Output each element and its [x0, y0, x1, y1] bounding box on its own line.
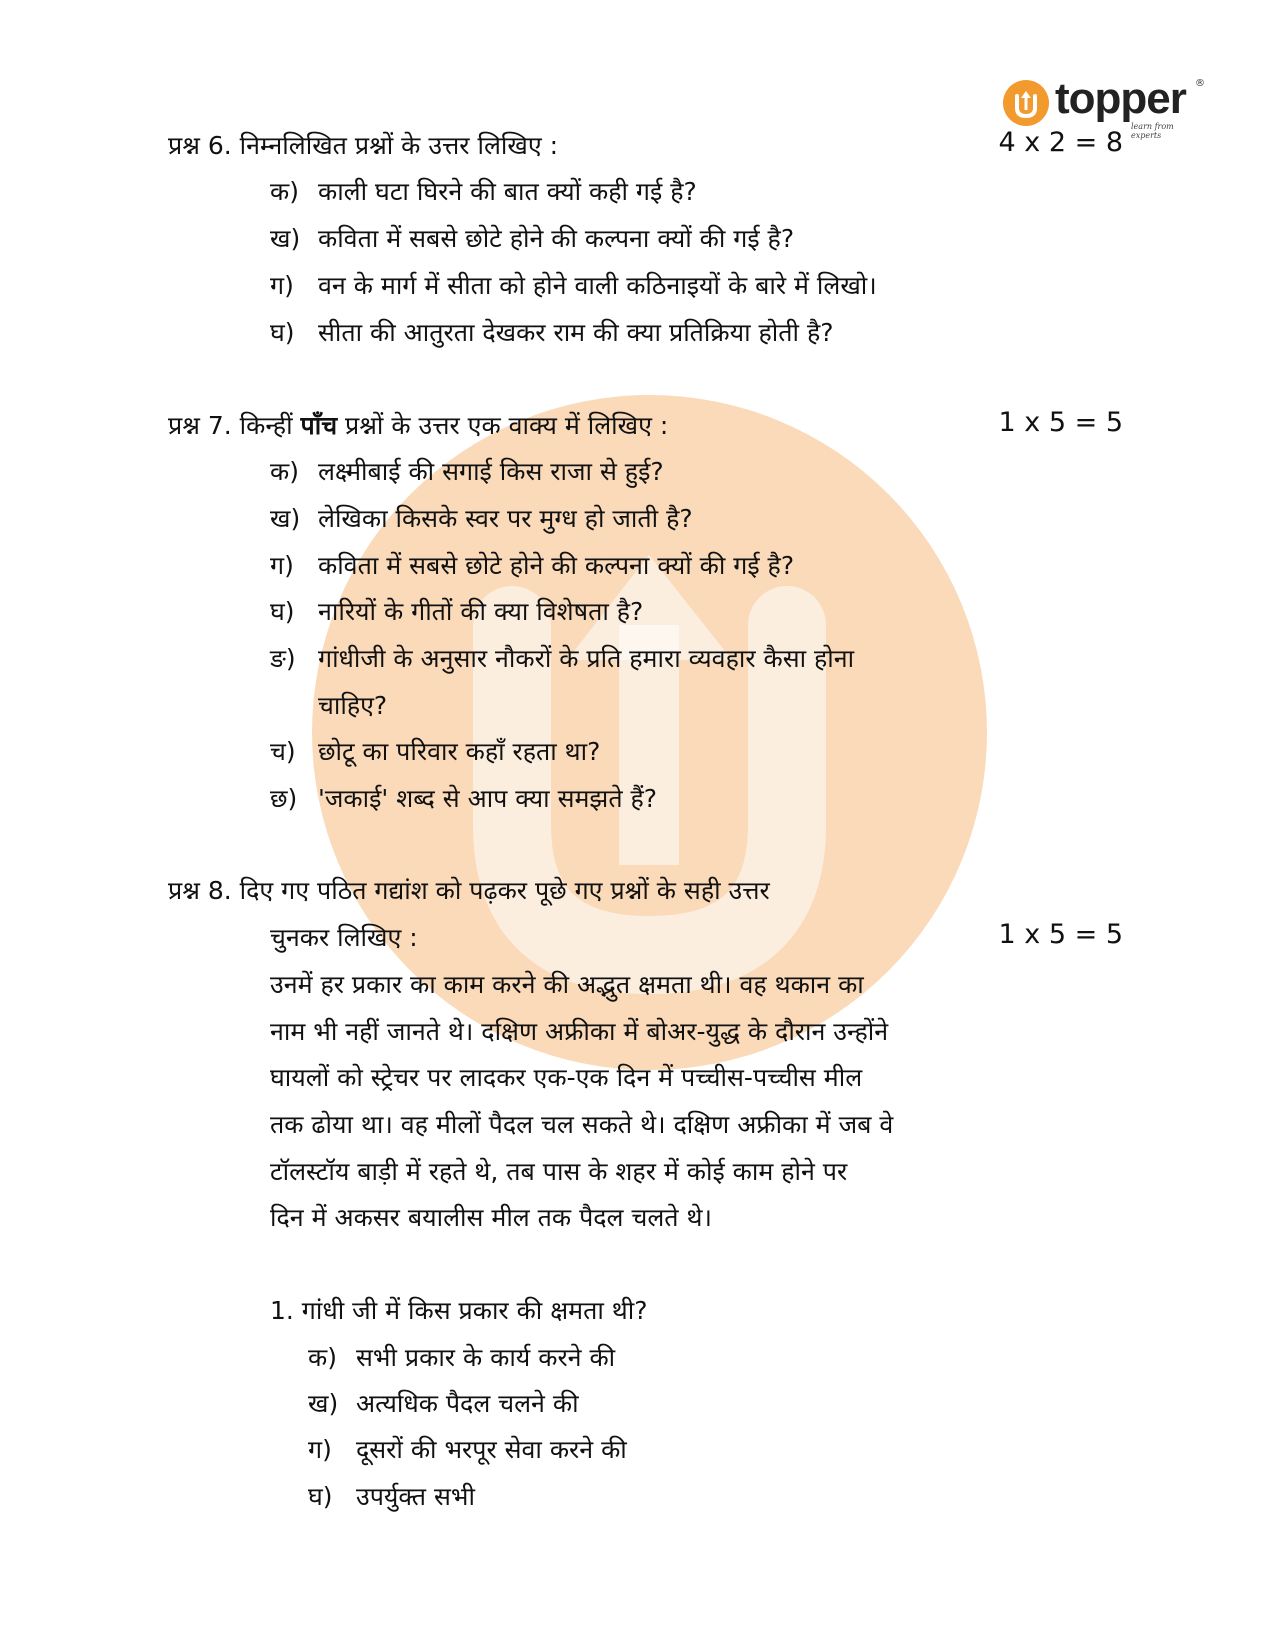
option-text: उपर्युक्त सभी	[356, 1482, 475, 1511]
q8-text-line1: दिए गए पठित गद्यांश को पढ़कर पूछे गए प्रश्नों के सही उत्तर	[239, 876, 770, 905]
topper-logo	[1003, 74, 1205, 140]
q6-marks: 4 x 2 = 8	[998, 127, 1123, 158]
registered-mark-icon: ®	[1195, 78, 1205, 89]
q7-option	[270, 781, 657, 815]
option-label: ग)	[308, 1435, 332, 1464]
option-label: क)	[308, 1343, 337, 1372]
option-text: नारियों के गीतों की क्या विशेषता है?	[318, 597, 644, 626]
logo-u-icon	[1003, 80, 1049, 126]
passage-line: उनमें हर प्रकार का काम करने की अद्भुत क्षमता थी। वह थकान का	[270, 970, 864, 999]
option-label: घ)	[270, 597, 295, 626]
q7-option	[270, 594, 643, 628]
sub-question: 1. गांधी जी में किस प्रकार की क्षमता थी?	[270, 1296, 648, 1325]
q7-option	[270, 454, 664, 488]
option-label: क)	[270, 457, 299, 486]
option-label: ख)	[270, 504, 301, 533]
option-label: ख)	[270, 224, 301, 253]
option-label: ग)	[270, 551, 294, 580]
q6-option	[270, 268, 877, 302]
q6-number: प्रश्न 6.	[168, 131, 232, 160]
q7-option	[270, 501, 693, 535]
passage-line: घायलों को स्ट्रेचर पर लादकर एक-एक दिन में पच्चीस-पच्चीस मील	[270, 1063, 863, 1092]
passage-line: तक ढोया था। वह मीलों पैदल चल सकते थे। दक्षिण अफ्रीका में जब वे	[270, 1110, 894, 1139]
logo-tagline: learn from experts	[1131, 122, 1174, 140]
option-label: क)	[270, 177, 299, 206]
option-text: लेखिका किसके स्वर पर मुग्ध हो जाती है?	[318, 504, 693, 533]
option-text: कविता में सबसे छोटे होने की कल्पना क्यों की गई है?	[318, 551, 795, 580]
q8-heading	[168, 873, 770, 907]
q7-heading	[168, 408, 668, 442]
q6-heading	[168, 128, 558, 162]
q7-option-continued	[270, 688, 387, 722]
q8-text-line2: चुनकर लिखिए :	[270, 923, 418, 952]
option-text: अत्यधिक पैदल चलने की	[356, 1389, 579, 1418]
option-label: छ)	[270, 784, 298, 813]
passage-line: नाम भी नहीं जानते थे। दक्षिण अफ्रीका में बोअर-युद्ध के दौरान उन्होंने	[270, 1017, 889, 1046]
option-text: सभी प्रकार के कार्य करने की	[356, 1343, 616, 1372]
sub-option	[308, 1432, 627, 1466]
q7-option	[270, 641, 854, 675]
sub-option	[308, 1479, 475, 1513]
logo-brand-text: topper	[1055, 74, 1186, 123]
q7-option	[270, 734, 600, 768]
option-text: लक्ष्मीबाई की सगाई किस राजा से हुई?	[318, 457, 664, 486]
q7-number: प्रश्न 7.	[168, 411, 232, 440]
q7-marks: 1 x 5 = 5	[998, 407, 1123, 438]
option-text: 'जकाई' शब्द से आप क्या समझते हैं?	[318, 784, 658, 813]
option-label: ङ)	[270, 644, 296, 673]
sub-option	[308, 1340, 615, 1374]
option-text: गांधीजी के अनुसार नौकरों के प्रति हमारा व्यवहार कैसा होना	[318, 644, 855, 673]
option-label: च)	[270, 737, 296, 766]
option-text: वन के मार्ग में सीता को होने वाली कठिनाइयों के बारे में लिखो।	[318, 271, 877, 300]
option-text: छोटू का परिवार कहाँ रहता था?	[318, 737, 601, 766]
q6-option	[270, 315, 834, 349]
q8-marks: 1 x 5 = 5	[998, 919, 1123, 950]
option-text: दूसरों की भरपूर सेवा करने की	[356, 1435, 627, 1464]
q7-option	[270, 548, 794, 582]
option-label: घ)	[308, 1482, 333, 1511]
q6-option	[270, 221, 794, 255]
passage-line: टॉलस्टॉय बाड़ी में रहते थे, तब पास के शहर में कोई काम होने पर	[270, 1157, 848, 1186]
q8-number: प्रश्न 8.	[168, 876, 232, 905]
sub-option	[308, 1386, 579, 1420]
option-text: चाहिए?	[318, 691, 388, 720]
passage-line: दिन में अकसर बयालीस मील तक पैदल चलते थे।	[270, 1203, 712, 1232]
option-text: सीता की आतुरता देखकर राम की क्या प्रतिक्रिया होती है?	[318, 318, 834, 347]
q7-text-bold: पाँच	[300, 411, 338, 440]
option-label: घ)	[270, 318, 295, 347]
option-text: कविता में सबसे छोटे होने की कल्पना क्यों की गई है?	[318, 224, 795, 253]
option-label: ग)	[270, 271, 294, 300]
q6-option	[270, 174, 697, 208]
option-label: ख)	[308, 1389, 339, 1418]
q7-text-a: किन्हीं	[239, 411, 293, 440]
q7-text-b: प्रश्नों के उत्तर एक वाक्य में लिखिए :	[345, 411, 669, 440]
q6-text: निम्नलिखित प्रश्नों के उत्तर लिखिए :	[239, 131, 559, 160]
option-text: काली घटा घिरने की बात क्यों कही गई है?	[318, 177, 697, 206]
